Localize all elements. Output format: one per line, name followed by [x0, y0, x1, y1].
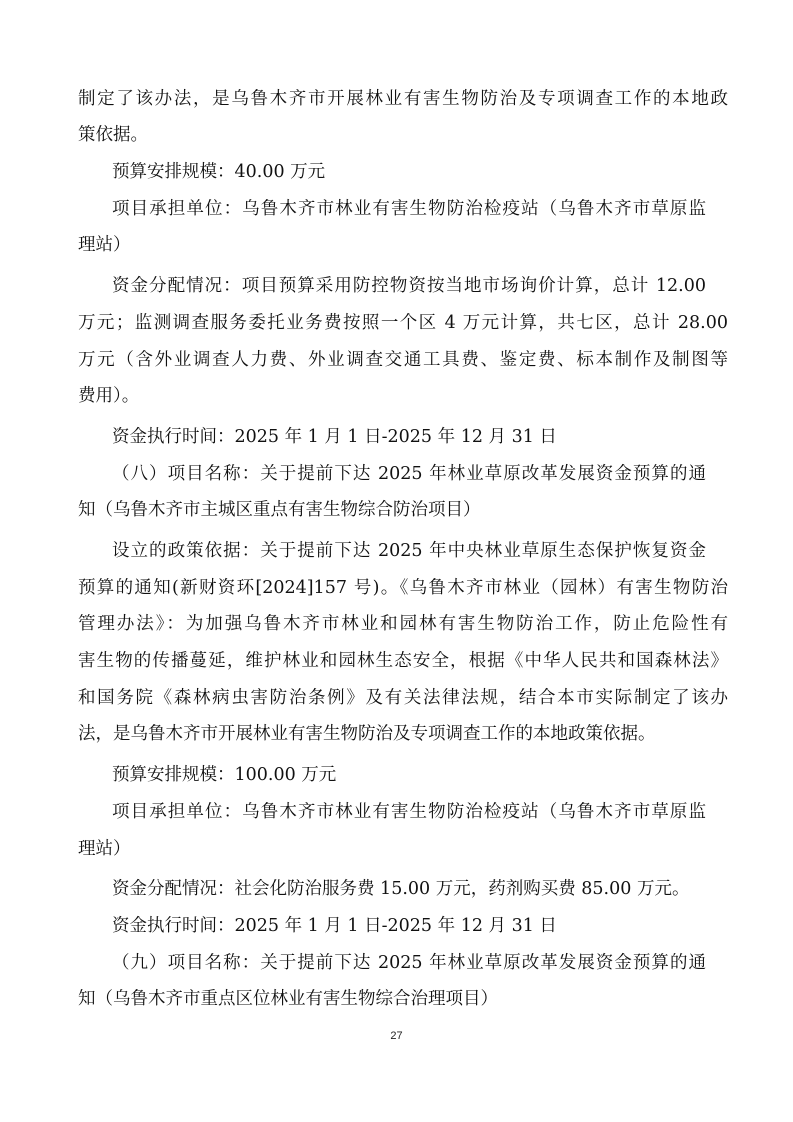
text-line: 资金分配情况：社会化防治服务费 15.00 万元，药剂购买费 85.00 万元。	[112, 879, 690, 899]
text-line: 理站）	[78, 235, 131, 255]
text-line: 和国务院《森林病虫害防治条例》及有关法律法规，结合本市实际制定了该办	[78, 688, 728, 708]
text-line: 万元（含外业调查人力费、外业调查交通工具费、鉴定费、标本制作及制图等	[78, 350, 728, 370]
text-line: 费用）。	[78, 386, 140, 406]
text-line: 预算安排规模：40.00 万元	[112, 162, 326, 182]
text-line: 法，是乌鲁木齐市开展林业有害生物防治及专项调查工作的本地政策依据。	[78, 724, 656, 744]
text-line: 资金分配情况：项目预算采用防控物资按当地市场询价计算，总计 12.00	[112, 276, 706, 296]
text-line: 理站）	[78, 839, 131, 859]
text-line: （九）项目名称：关于提前下达 2025 年林业草原改革发展资金预算的通	[112, 953, 706, 973]
text-line: 万元；监测调查服务委托业务费按照一个区 4 万元计算，共七区，总计 28.00	[78, 313, 728, 333]
text-line: 资金执行时间：2025 年 1 月 1 日-2025 年 12 月 31 日	[112, 916, 557, 936]
text-line: 策依据。	[78, 125, 148, 145]
text-line: 知（乌鲁木齐市重点区位林业有害生物综合治理项目）	[78, 989, 498, 1009]
text-line: 设立的政策依据：关于提前下达 2025 年中央林业草原生态保护恢复资金	[112, 541, 706, 561]
page-number: 27	[390, 1030, 403, 1042]
text-line: 预算的通知(新财资环[2024]157 号)。《乌鲁木齐市林业（园林）有害生物防治	[78, 578, 728, 598]
text-line: （八）项目名称：关于提前下达 2025 年林业草原改革发展资金预算的通	[112, 464, 706, 484]
text-line: 管理办法》：为加强乌鲁木齐市林业和园林有害生物防治工作，防止危险性有	[78, 614, 728, 634]
text-line: 制定了该办法，是乌鲁木齐市开展林业有害生物防治及专项调查工作的本地政	[78, 89, 728, 109]
text-line: 知（乌鲁木齐市主城区重点有害生物综合防治项目）	[78, 500, 481, 520]
text-line: 资金执行时间：2025 年 1 月 1 日-2025 年 12 月 31 日	[112, 427, 557, 447]
text-line: 项目承担单位：乌鲁木齐市林业有害生物防治检疫站（乌鲁木齐市草原监	[112, 199, 706, 219]
text-line: 害生物的传播蔓延，维护林业和园林生态安全，根据《中华人民共和国森林法》	[78, 651, 728, 671]
text-line: 项目承担单位：乌鲁木齐市林业有害生物防治检疫站（乌鲁木齐市草原监	[112, 802, 706, 822]
text-line: 预算安排规模：100.00 万元	[112, 765, 337, 785]
